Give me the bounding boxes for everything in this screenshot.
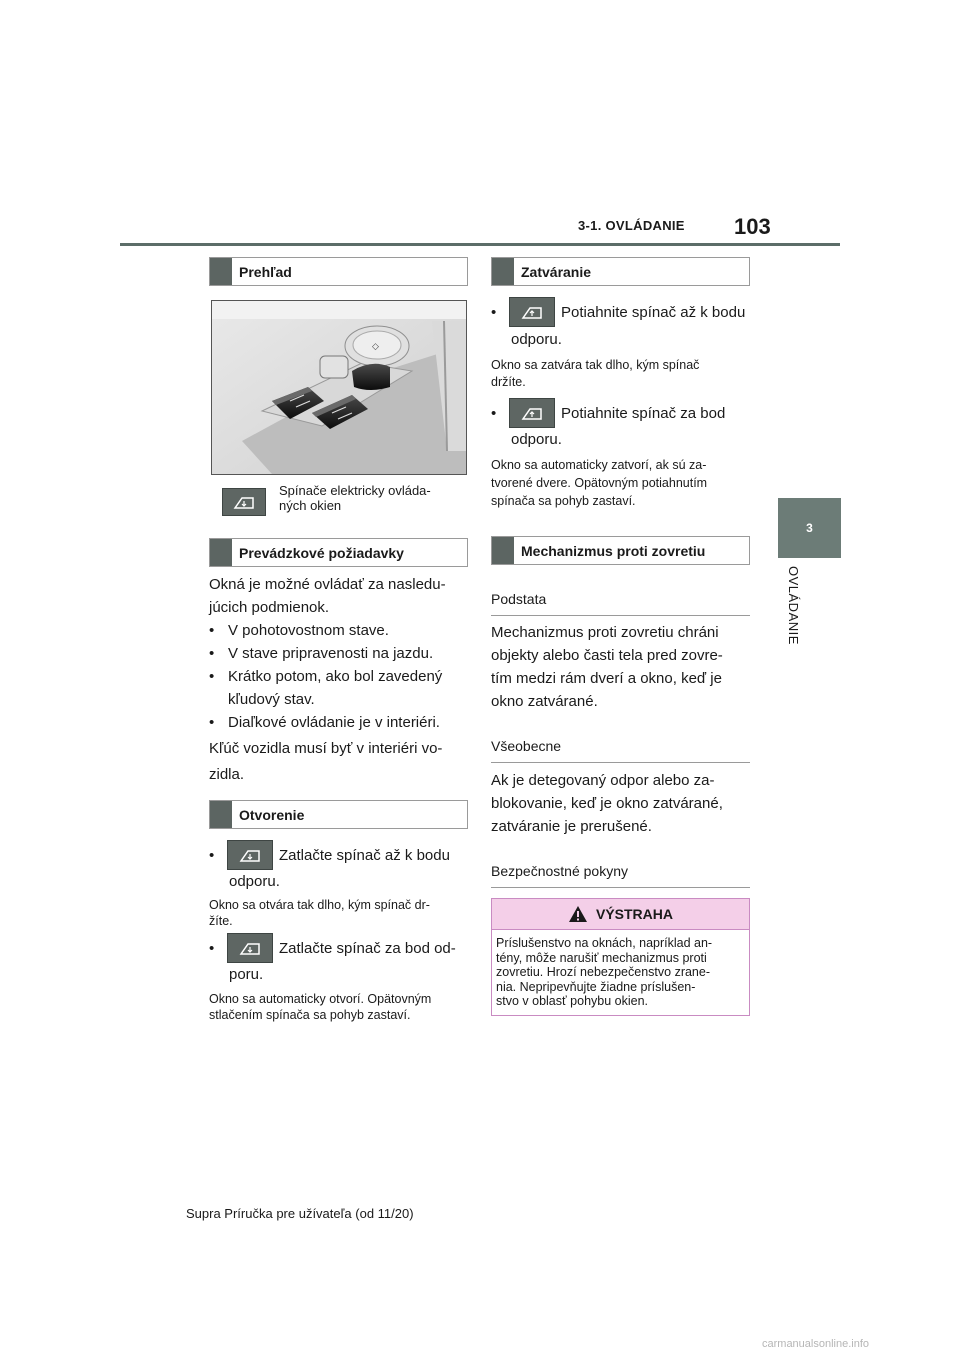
- section-header-otvorenie: [209, 800, 468, 829]
- subheader-podstata: Podstata: [491, 591, 750, 616]
- svg-text:◇: ◇: [372, 342, 379, 352]
- list-item: • Krátko potom, ako bol zavedený kľudový stav.: [209, 668, 443, 708]
- podstata-text: Mechanizmus proti zovretiu chráni objekty alebo časti tela pred zovre- tím medzi rám dverí a okno, keď je okno zatvárané.: [491, 624, 723, 710]
- watermark: carmanualsonline.info: [762, 1338, 870, 1350]
- chapter-label: OVLÁDANIE: [786, 566, 801, 645]
- window-switch-icon: [509, 297, 555, 327]
- close-step-2-note: Okno sa automaticky zatvorí, ak sú za- tvorené dvere. Opätovným potiahnutím spínača sa pohyb zastaví.: [491, 458, 708, 508]
- section-marker: [210, 801, 232, 828]
- section-marker: [210, 539, 232, 566]
- header-divider: [120, 243, 840, 246]
- close-step-2-cont: odporu.: [511, 431, 562, 448]
- close-step-1-note: Okno sa zatvára tak dlho, kým spínač držíte.: [491, 358, 700, 389]
- page-number: 103: [734, 214, 771, 239]
- warning-header: [492, 899, 749, 930]
- section-marker: [492, 258, 514, 285]
- open-step-1: • Zatlačte spínač až k bodu: [209, 840, 474, 870]
- open-step-2: • Zatlačte spínač za bod od-: [209, 933, 474, 963]
- section-marker: [492, 537, 514, 564]
- warning-text: Príslušenstvo na oknách, napríklad an- tény, môže narušiť mechanizmus proti zovretiu. Hrozí nebezpečenstvo zrane- nia. Nepripevňujte žiadne príslušen- stvo v oblasť pohybu okien.: [496, 936, 713, 1008]
- requirements-intro: Okná je možné ovládať za nasledu- júcich podmienok.: [209, 576, 446, 616]
- section-title: 3-1. OVLÁDANIE: [578, 218, 685, 233]
- open-step-1-cont: odporu.: [229, 873, 280, 890]
- open-step-2-note: Okno sa automaticky otvorí. Opätovným stlačením spínača sa pohyb zastaví.: [209, 992, 432, 1022]
- footer-title: Supra Príručka pre užívateľa (od 11/20): [186, 1206, 414, 1221]
- window-switch-icon: [222, 488, 266, 516]
- warning-triangle-icon: [568, 905, 588, 923]
- section-header-label: Mechanizmus proti zovretiu: [521, 542, 706, 559]
- subheader-bezpecnost: Bezpečnostné pokyny: [491, 863, 750, 888]
- chapter-tab: 3: [778, 498, 841, 558]
- warning-title: VÝSTRAHA: [595, 906, 673, 922]
- open-step-2-cont: poru.: [229, 966, 264, 983]
- subheader-vseobecne: Všeobecne: [491, 738, 750, 763]
- caption-icon-box: [222, 488, 266, 516]
- window-switch-icon: [227, 840, 273, 870]
- list-item: • V stave pripravenosti na jazdu.: [209, 645, 434, 662]
- warning-box: [491, 898, 750, 1016]
- open-step-1-note: Okno sa otvára tak dlho, kým spínač dr- žíte.: [209, 898, 430, 928]
- close-step-1: • Potiahnite spínač až k bodu: [491, 297, 756, 327]
- window-switch-icon: [509, 398, 555, 428]
- conditions-list: [209, 619, 474, 734]
- vseobecne-text: Ak je detegovaný odpor alebo za- blokovanie, keď je okno zatvárané, zatváranie je prerušené.: [491, 772, 723, 835]
- key-note: Kľúč vozidla musí byť v interiéri vo- zidla.: [209, 740, 443, 783]
- close-step-2: • Potiahnite spínač za bod: [491, 398, 756, 428]
- door-panel-image: [212, 301, 466, 474]
- section-header-prehlad: [209, 257, 468, 286]
- section-header-mechanizmus: [491, 536, 750, 565]
- list-item: • Diaľkové ovládanie je v interiéri.: [209, 714, 440, 731]
- section-header-label: Zatváranie: [521, 263, 592, 280]
- section-header-label: Prevádzkové požiadavky: [239, 544, 404, 561]
- window-switches-illustration: [211, 300, 467, 475]
- section-header-zatvaranie: [491, 257, 750, 286]
- close-step-1-cont: odporu.: [511, 331, 562, 348]
- image-caption: Spínače elektricky ovláda- ných okien: [279, 483, 431, 513]
- list-item: • V pohotovostnom stave.: [209, 622, 389, 639]
- window-switch-icon: [227, 933, 273, 963]
- section-header-label: Prehľad: [239, 263, 292, 280]
- section-header-poziadavky: [209, 538, 468, 567]
- section-header-label: Otvorenie: [239, 806, 305, 823]
- section-marker: [210, 258, 232, 285]
